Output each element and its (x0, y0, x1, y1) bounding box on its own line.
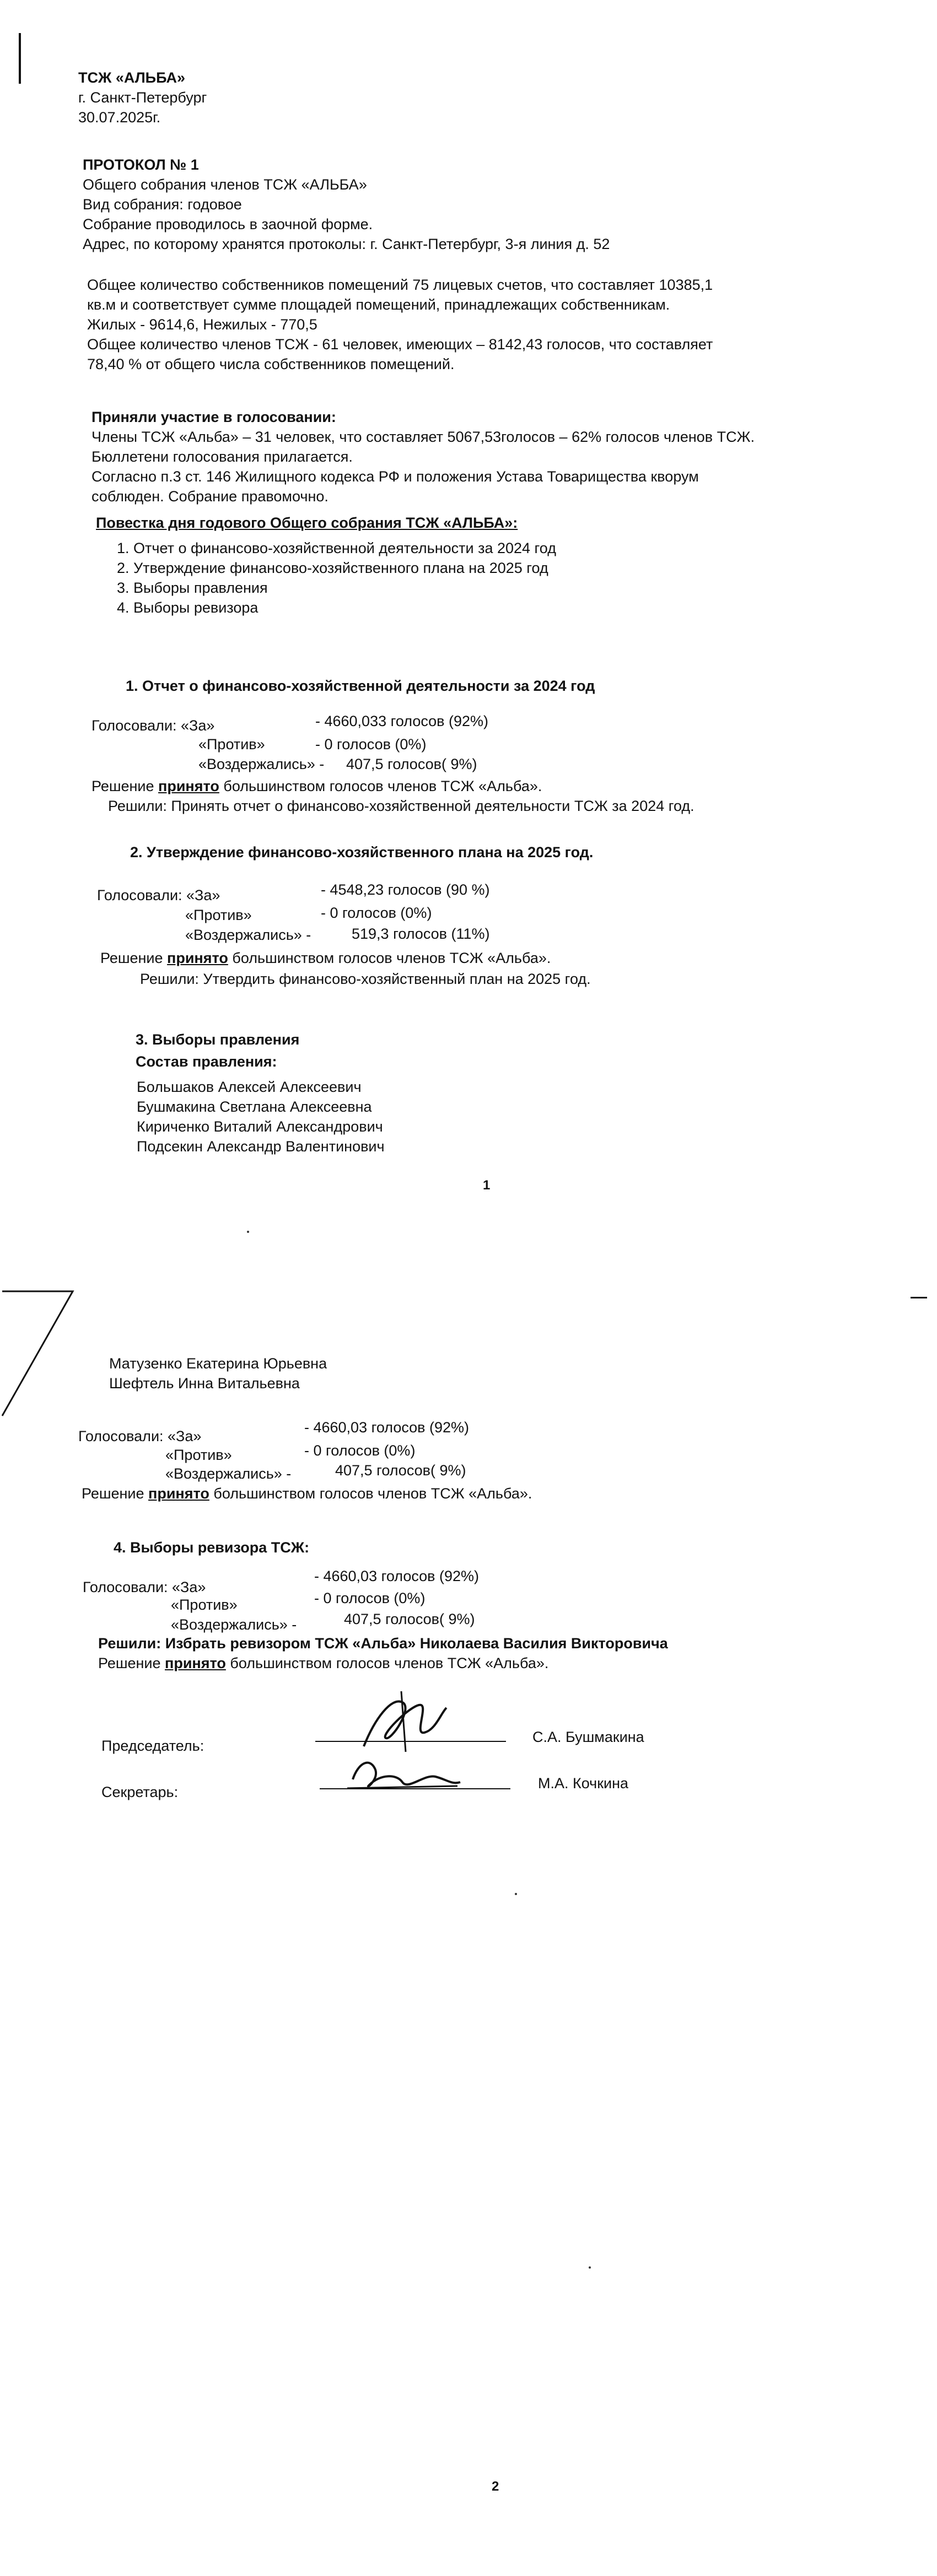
decision-word: принято (167, 950, 228, 966)
protocol-line: Вид собрания: годовое (83, 196, 242, 213)
scan-corner-mark (0, 1289, 77, 1421)
participation-line: Согласно п.3 ст. 146 Жилищного кодекса РФ и положения Устава Товарищества кворум (91, 468, 699, 485)
scan-speck (515, 1893, 517, 1895)
vote-for-label: Голосовали: «За» (91, 717, 215, 734)
board-member: Большаков Алексей Алексеевич (137, 1079, 362, 1095)
agenda-item: 4. Выборы ревизора (117, 599, 259, 616)
vote-abstain-value: 519,3 голосов (11%) (352, 926, 490, 942)
vote-against-label: «Против» (198, 736, 265, 753)
section-1-heading: 1. Отчет о финансово-хозяйственной деятельности за 2024 год (126, 678, 595, 694)
secretary-label: Секретарь: (101, 1784, 179, 1800)
decision-line (100, 949, 551, 967)
vote-against-label: «Против» (171, 1597, 238, 1613)
participation-line: соблюден. Собрание правомочно. (91, 488, 329, 505)
vote-for-value: - 4660,03 голосов (92%) (304, 1419, 470, 1436)
vote-abstain-label: «Воздержались» - (165, 1465, 292, 1482)
owners-line: Жилых - 9614,6, Нежилых - 770,5 (87, 316, 317, 333)
participation-line: Члены ТСЖ «Альба» – 31 человек, что составляет 5067,53голосов – 62% голосов членов ТСЖ. (91, 429, 755, 445)
protocol-line: Общего собрания членов ТСЖ «АЛЬБА» (83, 176, 367, 193)
owners-line: Общее количество собственников помещений 75 лицевых счетов, что составляет 10385,1 (87, 277, 713, 293)
protocol-title: ПРОТОКОЛ № 1 (83, 156, 199, 173)
participation-heading: Приняли участие в голосовании: (91, 409, 336, 425)
org-name: ТСЖ «АЛЬБА» (78, 69, 185, 86)
vote-for-value: - 4660,033 голосов (92%) (315, 713, 489, 729)
vote-abstain-value: 407,5 голосов( 9%) (346, 756, 477, 772)
vote-for-value: - 4548,23 голосов (90 %) (321, 881, 490, 898)
page-number: 2 (492, 2479, 499, 2494)
vote-for-value: - 4660,03 голосов (92%) (314, 1568, 480, 1584)
vote-abstain-value: 407,5 голосов( 9%) (335, 1462, 466, 1479)
document-date: 30.07.2025г. (78, 109, 161, 126)
vote-abstain-label: «Воздержались» - (171, 1616, 297, 1633)
section-2-heading: 2. Утверждение финансово-хозяйственного плана на 2025 год. (130, 844, 594, 861)
page-number: 1 (483, 1178, 491, 1193)
decision-word: принято (158, 778, 219, 794)
owners-line: Общее количество членов ТСЖ - 61 человек, имеющих – 8142,43 голосов, что составляет (87, 336, 713, 353)
city: г. Санкт-Петербург (78, 89, 207, 106)
vote-for-label: Голосовали: «За» (78, 1428, 202, 1444)
vote-for-label: Голосовали: «За» (97, 887, 220, 903)
resolved-line: Решили: Утвердить финансово-хозяйственный план на 2025 год. (140, 971, 591, 987)
protocol-line: Собрание проводилось в заочной форме. (83, 216, 373, 232)
decision-line (98, 1654, 548, 1673)
decision-post: большинством голосов членов ТСЖ «Альба». (228, 950, 551, 966)
scan-edge-mark (911, 1297, 927, 1298)
decision-pre: Решение (100, 950, 168, 966)
owners-line: 78,40 % от общего числа собственников помещений. (87, 356, 455, 372)
protocol-line: Адрес, по которому хранятся протоколы: г. Санкт-Петербург, 3-я линия д. 52 (83, 236, 610, 252)
chair-label: Председатель: (101, 1738, 204, 1754)
board-member: Матузенко Екатерина Юрьевна (109, 1355, 327, 1372)
vote-against-label: «Против» (165, 1447, 232, 1463)
decision-post: большинством голосов членов ТСЖ «Альба». (225, 1655, 549, 1671)
decision-post: большинством голосов членов ТСЖ «Альба». (219, 778, 542, 794)
decision-pre: Решение (91, 778, 159, 794)
secretary-signature (342, 1752, 463, 1796)
vote-against-value: - 0 голосов (0%) (321, 905, 432, 921)
section-3-heading: 3. Выборы правления (136, 1031, 300, 1048)
decision-line (91, 777, 542, 795)
secretary-name: М.А. Кочкина (538, 1775, 629, 1792)
decision-word: принято (165, 1655, 226, 1671)
scan-speck (589, 2266, 591, 2269)
agenda-heading: Повестка дня годового Общего собрания ТСЖ «АЛЬБА»: (96, 515, 518, 531)
vote-for-label: Голосовали: «За» (83, 1579, 206, 1595)
board-member: Кириченко Виталий Александрович (137, 1118, 383, 1135)
agenda-item: 3. Выборы правления (117, 580, 268, 596)
vote-against-value: - 0 голосов (0%) (314, 1590, 426, 1606)
board-subheading: Состав правления: (136, 1053, 277, 1070)
resolved-line: Решили: Избрать ревизором ТСЖ «Альба» Николаева Василия Викторовича (98, 1635, 668, 1652)
section-4-heading: 4. Выборы ревизора ТСЖ: (114, 1539, 310, 1556)
agenda-item: 2. Утверждение финансово-хозяйственного плана на 2025 год (117, 560, 548, 576)
board-member: Бушмакина Светлана Алексеевна (137, 1098, 372, 1115)
vote-against-value: - 0 голосов (0%) (315, 736, 427, 753)
vote-abstain-label: «Воздержались» - (185, 927, 311, 943)
board-member: Шефтель Инна Витальевна (109, 1375, 300, 1392)
scan-edge-mark (19, 33, 21, 84)
decision-pre: Решение (82, 1485, 149, 1502)
decision-post: большинством голосов членов ТСЖ «Альба». (209, 1485, 532, 1502)
participation-line: Бюллетени голосования прилагается. (91, 448, 353, 465)
board-member: Подсекин Александр Валентинович (137, 1138, 385, 1155)
decision-word: принято (148, 1485, 209, 1502)
decision-pre: Решение (98, 1655, 165, 1671)
decision-line (82, 1484, 532, 1503)
resolved-line: Решили: Принять отчет о финансово-хозяйственной деятельности ТСЖ за 2024 год. (108, 798, 694, 814)
vote-abstain-value: 407,5 голосов( 9%) (344, 1611, 475, 1627)
vote-against-label: «Против» (185, 907, 252, 923)
scan-speck (247, 1231, 249, 1233)
chair-signature (353, 1686, 452, 1757)
vote-abstain-label: «Воздержались» - (198, 756, 325, 772)
agenda-item: 1. Отчет о финансово-хозяйственной деятельности за 2024 год (117, 540, 556, 556)
vote-against-value: - 0 голосов (0%) (304, 1442, 416, 1459)
chair-name: С.А. Бушмакина (532, 1729, 644, 1745)
owners-line: кв.м и соответствует сумме площадей помещений, принадлежащих собственникам. (87, 296, 670, 313)
